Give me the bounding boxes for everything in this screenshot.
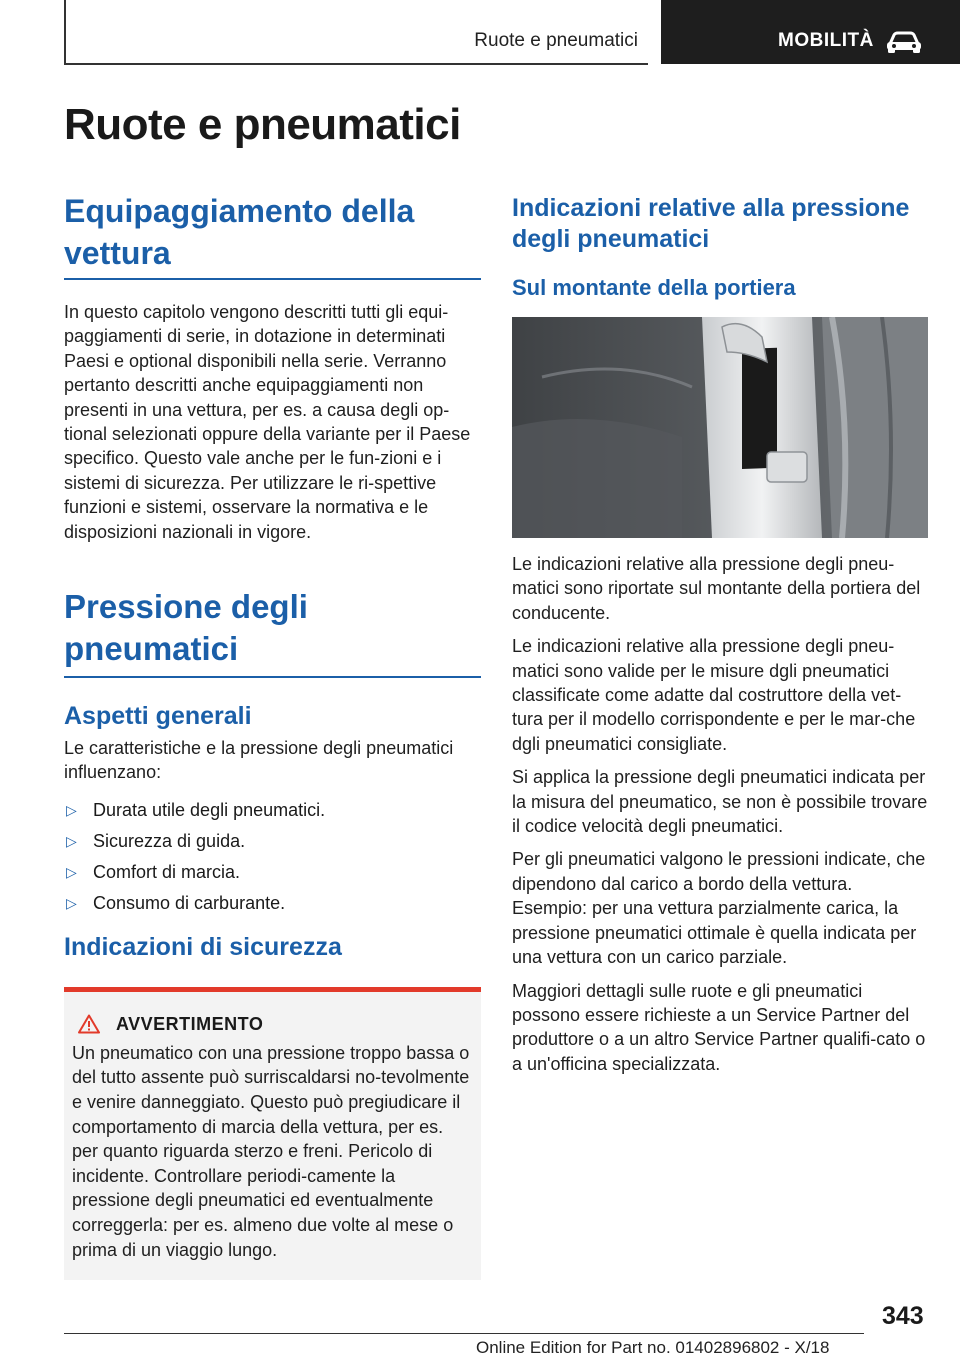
paragraph: Si applica la pressione degli pneumatici indicata per la misura del pneumatico, se non è possibile trovare il codice velocità degli pneumatici. — [512, 767, 928, 837]
triangle-bullet-icon: ▷ — [66, 863, 77, 880]
warning-header — [72, 1014, 473, 1035]
footer-edition: Online Edition for Part no. 01402896802 - X/18 — [476, 1338, 830, 1357]
influence-list — [64, 798, 481, 915]
door-pillar-photo — [512, 317, 928, 538]
list-item: ▷ Comfort di marcia. — [66, 861, 241, 882]
equipment-heading-rule — [64, 274, 481, 280]
header-rule-vertical — [64, 0, 66, 64]
door-pillar-illustration — [512, 317, 928, 538]
list-item: ▷ Sicurezza di guida. — [66, 830, 246, 851]
header-chapter-label[interactable]: MOBILITÀ — [778, 30, 874, 51]
warning-box — [64, 987, 481, 1280]
door-pillar-heading: Sul montante della portiera — [512, 275, 796, 300]
page-title: Ruote e pneumatici — [64, 100, 461, 149]
page-number: 343 — [882, 1302, 924, 1330]
warning-text: Un pneumatico con una pressione troppo bassa o del tutto assente può surriscaldarsi no-tevolmente e venire danneggiato. Questo può pregiudicare il comportamento di marcia della vettura, per es. per quanto riguarda sterzo e freni. Pericolo di incidente. Controllare periodi-camente la pressione degli pneumatici ed eventualmente correggerla: per es. almeno due volte al mese o prima di un viaggio lungo. — [72, 1042, 470, 1260]
safety-heading: Indicazioni di sicurezza — [64, 932, 342, 961]
header-section-title: Ruote e pneumatici — [474, 30, 638, 51]
pressure-indications-heading: Indicazioni relative alla pressione degli pneumatici — [512, 194, 910, 253]
left-column — [64, 190, 481, 1280]
general-aspects-heading: Aspetti generali — [64, 702, 252, 731]
triangle-bullet-icon: ▷ — [66, 894, 77, 911]
warning-triangle-icon — [78, 1014, 100, 1034]
list-item: ▷ Consumo di carburante. — [66, 892, 286, 913]
tire-pressure-heading: Pressione degli pneumatici — [64, 586, 481, 678]
equipment-heading: Equipaggiamento della vettura — [64, 193, 415, 271]
right-column — [512, 190, 928, 1076]
triangle-bullet-icon: ▷ — [66, 801, 77, 818]
paragraph: Le indicazioni relative alla pressione degli pneu-matici sono riportate sul montante della portiera del conducente. — [512, 554, 921, 623]
paragraph: Le indicazioni relative alla pressione degli pneu-matici sono valide per le misure dgli pneumatici classificate come adatte dal costruttore della vet-tura per il modello corrispondente e per le mar-che dgli pneumatici consigliate. — [512, 636, 916, 754]
car-icon — [884, 30, 924, 54]
header-rule-horizontal — [64, 63, 648, 65]
paragraph: Per gli pneumatici valgono le pressioni indicate, che dipendono dal carico a bordo della vettura. Esempio: per una vettura parzialmente carica, la pressione pneumatici ottimale è quella indicata per una vettura con un carico parziale. — [512, 849, 926, 968]
equipment-text: In questo capitolo vengono descritti tutti gli equi-paggiamenti di serie, in dotazione in determinati Paesi e optional disponibili nella serie. Verranno pertanto descritti anche equipaggiamenti non presenti in una vettura, per es. a causa degli op-tional selezionati oppure della variante per il Paese specifico. Questo vale anche per le fun-zioni e i sistemi di sicurezza. Per utilizzare le ri-spettive funzioni e sistemi, osservare la normativa e le disposizioni nazionali in vigore. — [64, 302, 471, 542]
paragraph: Maggiori dettagli sulle ruote e gli pneumatici possono essere richieste a un Service Partner del produttore o a un altro Service Partner qualifi-cato o a un'officina specializzata. — [512, 980, 926, 1074]
triangle-bullet-icon: ▷ — [66, 832, 77, 849]
footer-rule — [64, 1333, 864, 1334]
warning-title: AVVERTIMENTO — [116, 1013, 264, 1034]
list-item: ▷ Durata utile degli pneumatici. — [66, 799, 326, 820]
general-aspects-text: Le caratteristiche e la pressione degli pneumatici influenzano: — [64, 738, 454, 783]
